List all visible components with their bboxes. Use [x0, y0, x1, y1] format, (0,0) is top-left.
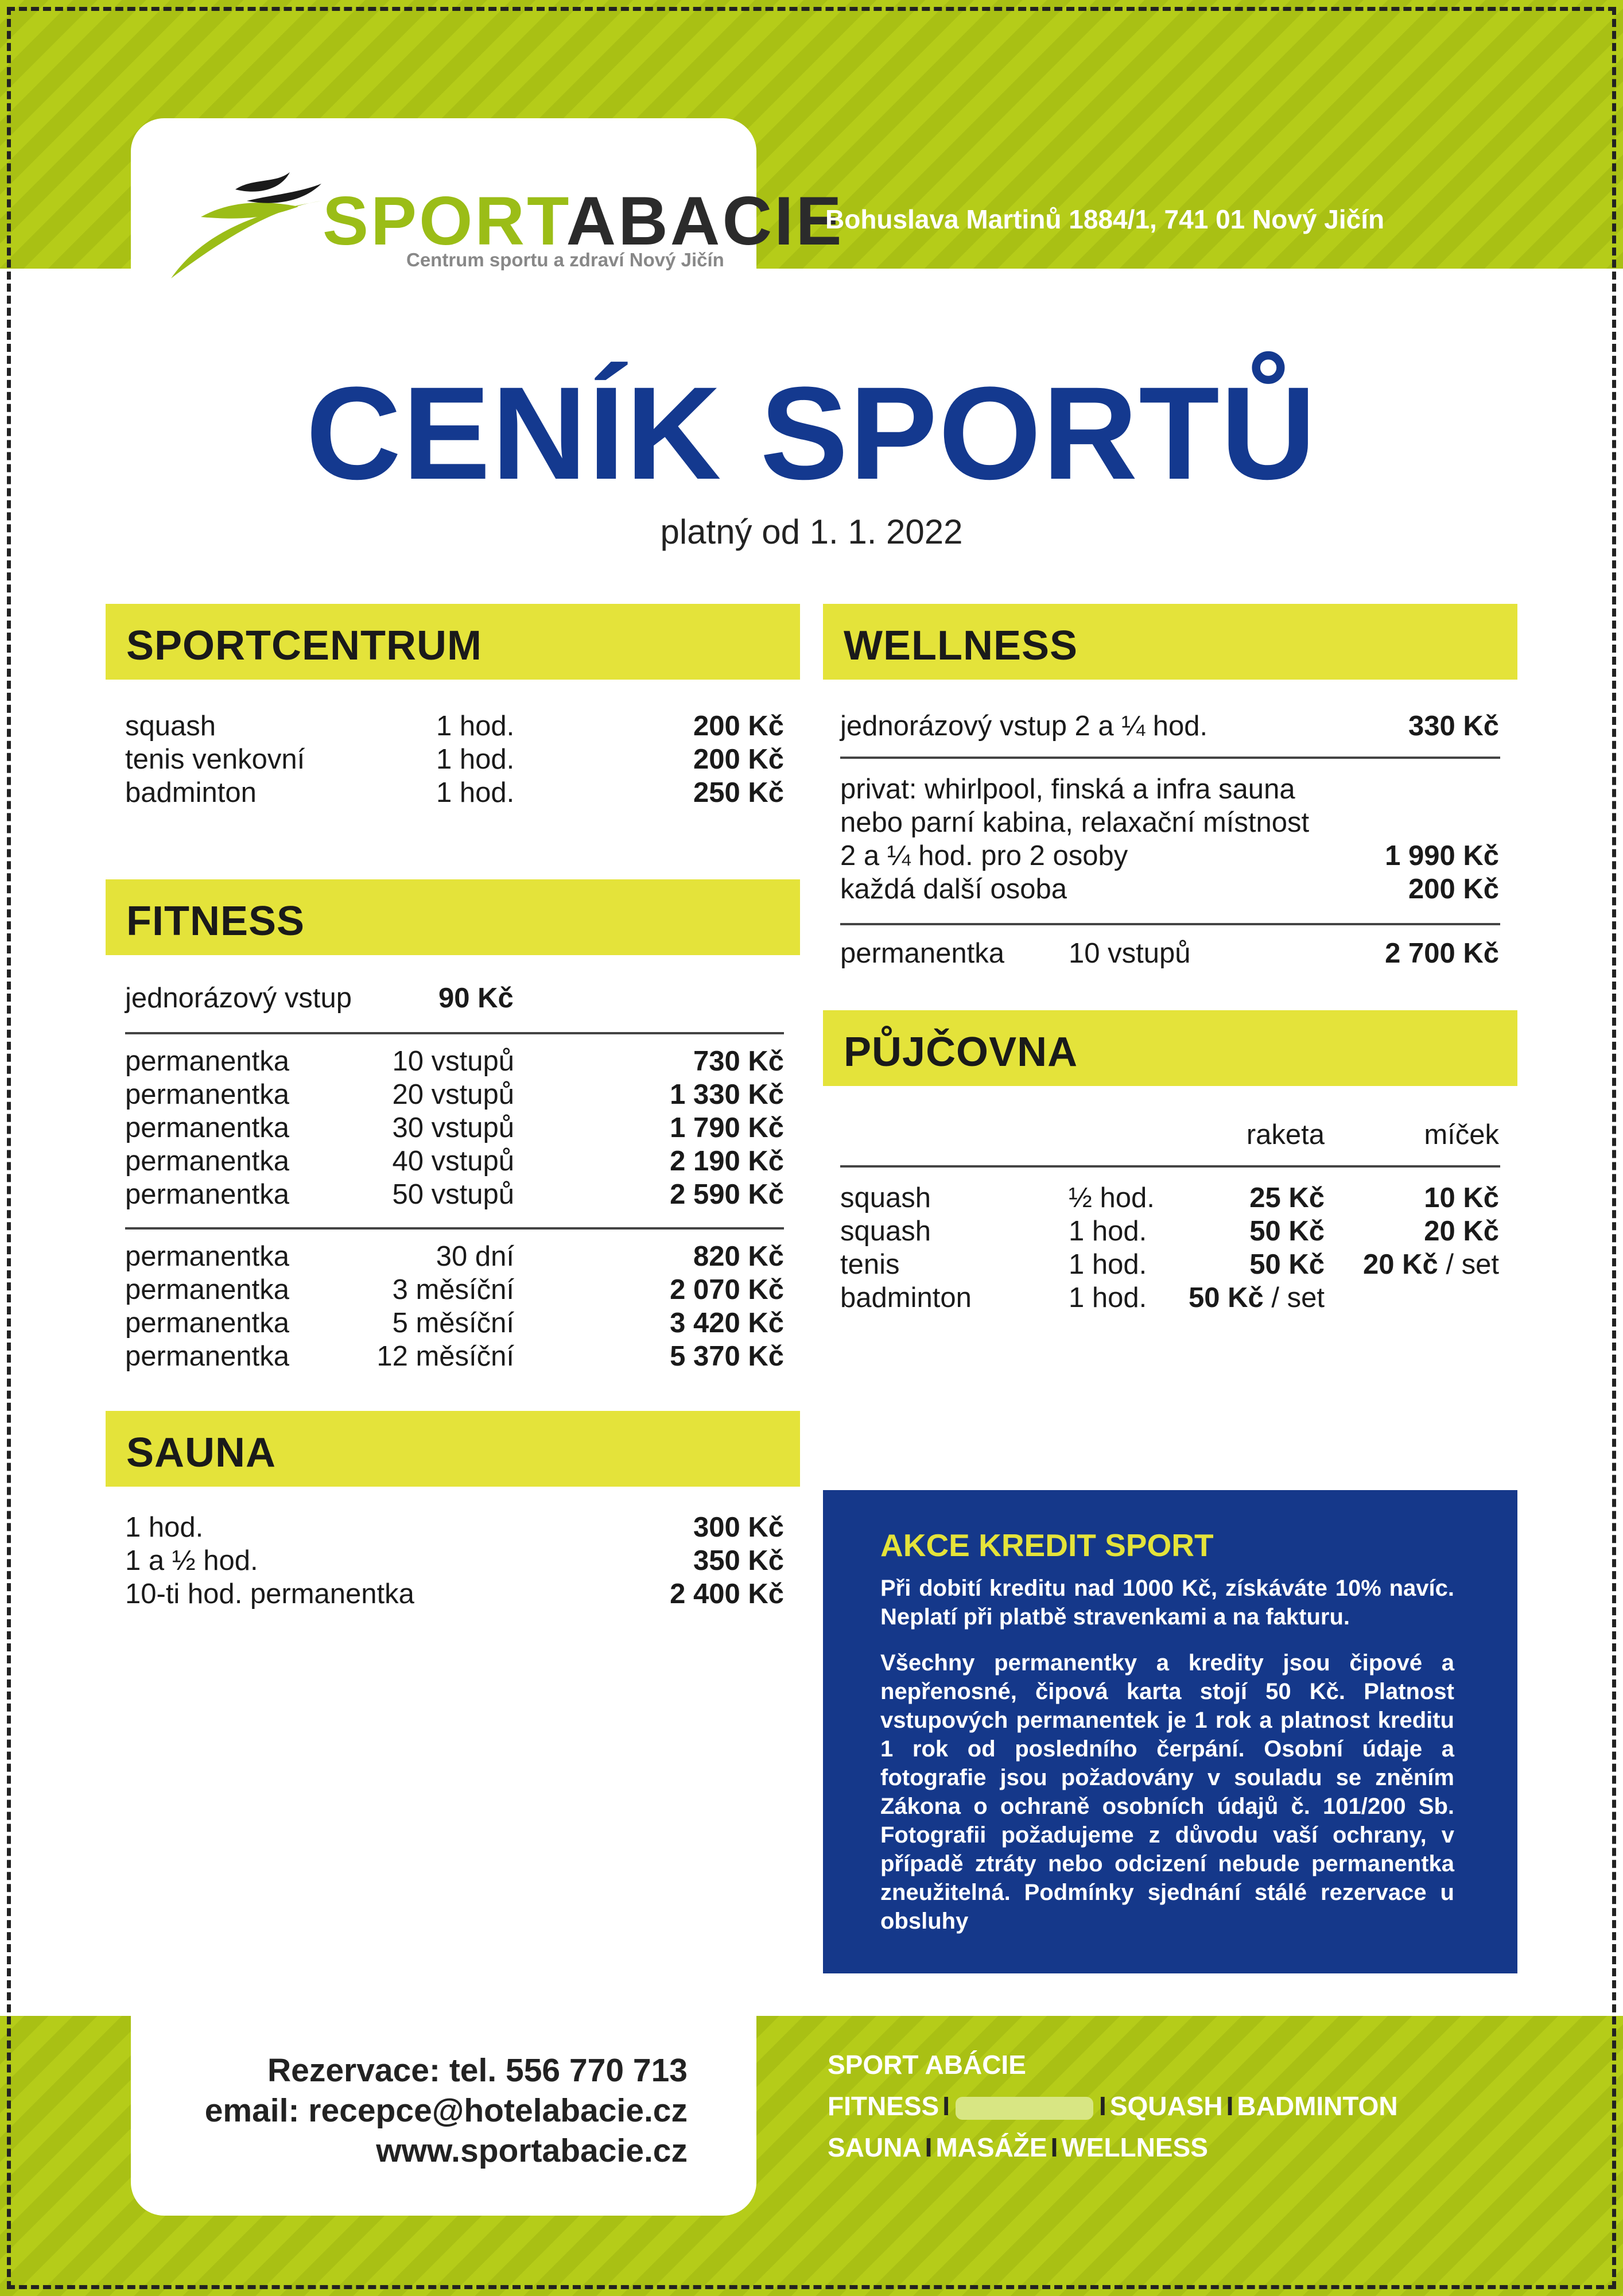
racket-price: 50 Kč [1249, 1216, 1325, 1247]
section-header-wellness [823, 604, 1517, 680]
price-row-price: 200 Kč [693, 744, 784, 775]
price-row-unit: 30 dní [436, 1241, 514, 1272]
footer-brand: SPORT ABÁCIE [828, 2050, 1026, 2080]
price-row-price: 200 Kč [693, 711, 784, 742]
service-masaze: MASÁŽE [935, 2132, 1047, 2162]
column-header-ball: míček [1424, 1119, 1499, 1150]
ball-price: 10 Kč [1424, 1182, 1499, 1213]
privat-description: privat: whirlpool, finská a infra sauna [840, 774, 1295, 805]
price-row-unit: 10 vstupů [1069, 938, 1191, 969]
price-row-name: permanentka [125, 1308, 290, 1339]
footer-services-line-2 [828, 2132, 1208, 2163]
price-row-unit: 30 vstupů [392, 1112, 514, 1143]
price-row-unit: 12 měsíční [376, 1341, 514, 1372]
website-link[interactable]: www.sportabacie.cz [376, 2132, 688, 2169]
rental-row-unit: 1 hod. [1069, 1282, 1147, 1313]
price-row-price: 820 Kč [693, 1241, 784, 1272]
ball-price: 20 Kč [1424, 1216, 1499, 1247]
price-row-price: 1 990 Kč [1385, 840, 1499, 871]
price-row-name: 10-ti hod. permanentka [125, 1578, 414, 1609]
logo-sport-text: SPORT [323, 183, 566, 259]
price-row-name: permanentka [125, 1046, 290, 1077]
section-title: PŮJČOVNA [844, 1029, 1078, 1075]
price-row-price: 2 700 Kč [1385, 938, 1499, 969]
promo-title: AKCE KREDIT SPORT [880, 1527, 1214, 1563]
price-row-price: 2 590 Kč [670, 1179, 784, 1210]
rental-row-name: badminton [840, 1282, 972, 1313]
section-header-pujcovna [823, 1010, 1517, 1086]
price-row-name: tenis venkovní [125, 744, 305, 775]
racket-price: 50 Kč [1189, 1282, 1264, 1313]
price-row-unit: 5 měsíční [392, 1308, 514, 1339]
divider [125, 1032, 784, 1034]
rental-row-name: tenis [840, 1249, 900, 1280]
privat-description: 2 a ¼ hod. pro 2 osoby [840, 840, 1128, 871]
rental-row-racket [1136, 1281, 1325, 1314]
price-row-unit: 20 vstupů [392, 1079, 514, 1110]
service-fitness: FITNESS [828, 2091, 939, 2121]
page-title: CENÍK SPORTŮ [306, 359, 1317, 507]
price-row-name: permanentka [125, 1274, 290, 1305]
section-header-sauna [106, 1411, 800, 1487]
section-title: SPORTCENTRUM [126, 623, 482, 669]
promo-paragraph-1: Při dobití kreditu nad 1000 Kč, získáváte 10% navíc. Neplatí při platbě stravenkami a na fakturu. [880, 1576, 1454, 1630]
price-row-name: permanentka [840, 938, 1005, 969]
racket-price: 50 Kč [1249, 1249, 1325, 1280]
rental-row-unit: 1 hod. [1069, 1216, 1147, 1247]
rental-row-ball [1331, 1248, 1499, 1281]
divider [840, 1165, 1500, 1168]
price-row-unit: 1 hod. [436, 777, 515, 808]
section-header-sportcentrum [106, 604, 800, 680]
service-wellness: WELLNESS [1061, 2132, 1208, 2162]
rental-row-name: squash [840, 1182, 931, 1213]
price-row-name: permanentka [125, 1241, 290, 1272]
service-sauna: SAUNA [828, 2132, 922, 2162]
price-row-price: 300 Kč [693, 1512, 784, 1543]
ball-suffix: / set [1438, 1249, 1499, 1280]
service-squash: SQUASH [1109, 2091, 1223, 2121]
price-row-price: 1 330 Kč [670, 1079, 784, 1110]
price-row-name: permanentka [125, 1112, 290, 1143]
column-header-racket: raketa [1246, 1119, 1325, 1150]
price-row-unit: 50 vstupů [392, 1179, 514, 1210]
price-row-name: permanentka [125, 1179, 290, 1210]
price-row-price: 350 Kč [693, 1545, 784, 1576]
obscured-text [956, 2097, 1093, 2120]
price-row-unit: 10 vstupů [392, 1046, 514, 1077]
separator: I [1050, 2132, 1058, 2162]
logo-subtitle: Centrum sportu a zdraví Nový Jičín [406, 249, 724, 270]
price-row-name: 1 a ½ hod. [125, 1545, 258, 1576]
racket-suffix: / set [1263, 1282, 1325, 1313]
credit-promo-box [823, 1490, 1517, 1973]
price-row-name: badminton [125, 777, 257, 808]
divider [840, 757, 1500, 759]
price-row-price: 200 Kč [1408, 874, 1499, 905]
rental-row-ball [1331, 1215, 1499, 1248]
page-subtitle: platný od 1. 1. 2022 [660, 513, 963, 551]
divider [125, 1227, 784, 1230]
rental-row-name: squash [840, 1216, 931, 1247]
privat-description: nebo parní kabina, relaxační místnost [840, 807, 1310, 838]
price-row-price: 1 790 Kč [670, 1112, 784, 1143]
price-row-name: 1 hod. [125, 1512, 204, 1543]
runner-logo-icon [166, 166, 333, 281]
price-row-name: permanentka [125, 1341, 290, 1372]
price-row-price: 90 Kč [438, 983, 514, 1014]
price-row-price: 2 190 Kč [670, 1146, 784, 1177]
rental-row-unit: 1 hod. [1069, 1249, 1147, 1280]
promo-paragraph-2: Všechny permanentky a kredity jsou čipové a nepřenosné, čipová karta stojí 50 Kč. Platnost vstupových permanentek je 1 rok a platnost kreditu 1 rok od posledního čerpání. Osobní údaje a fotografie jsou požadovány v souladu se zněním Zákona o ochraně osobních údajů č. 101/200 Sb. Fotografii požadujeme z důvodu vaší ochrany, v případě ztráty nebo odcizení nebude permanentka zneužitelná. Podmínky sjednání stálé rezervace u obsluhy [880, 1650, 1454, 1934]
rental-row-racket [1136, 1215, 1325, 1248]
price-row-name: permanentka [125, 1079, 290, 1110]
price-row-unit: 1 hod. [436, 744, 515, 775]
ball-price: 20 Kč [1363, 1249, 1438, 1280]
price-row-name: každá další osoba [840, 874, 1067, 905]
contact-email[interactable]: email: recepce@hotelabacie.cz [204, 2092, 688, 2129]
separator: I [942, 2091, 950, 2121]
racket-price: 25 Kč [1249, 1182, 1325, 1213]
price-row-price: 330 Kč [1408, 711, 1499, 742]
address: Bohuslava Martinů 1884/1, 741 01 Nový Jičín [825, 204, 1385, 234]
price-row-name: squash [125, 711, 216, 742]
price-row-price: 2 400 Kč [670, 1578, 784, 1609]
price-row-price: 5 370 Kč [670, 1341, 784, 1372]
section-title: FITNESS [126, 898, 305, 944]
rental-row-racket [1136, 1181, 1325, 1215]
price-row-price: 250 Kč [693, 777, 784, 808]
separator: I [925, 2132, 933, 2162]
separator: I [1226, 2091, 1234, 2121]
price-row-name: jednorázový vstup 2 a ¼ hod. [840, 711, 1208, 742]
reservation-phone: Rezervace: tel. 556 770 713 [267, 2052, 688, 2089]
divider [840, 923, 1500, 925]
section-title: SAUNA [126, 1430, 277, 1476]
price-row-unit: 1 hod. [436, 711, 515, 742]
price-row-price: 2 070 Kč [670, 1274, 784, 1305]
footer-services-line-1 [828, 2091, 1398, 2122]
price-row-price: 3 420 Kč [670, 1308, 784, 1339]
separator: I [1099, 2091, 1106, 2121]
rental-row-unit: ½ hod. [1069, 1182, 1155, 1213]
price-row-unit: 40 vstupů [392, 1146, 514, 1177]
price-row-price: 730 Kč [693, 1046, 784, 1077]
logo-abacie-text: ABACIE [566, 183, 844, 259]
section-header-fitness [106, 879, 800, 955]
rental-row-racket [1136, 1248, 1325, 1281]
price-row-name: permanentka [125, 1146, 290, 1177]
price-row-unit: 3 měsíční [392, 1274, 514, 1305]
rental-row-ball [1331, 1181, 1499, 1215]
section-title: WELLNESS [844, 623, 1078, 669]
service-badminton: BADMINTON [1237, 2091, 1398, 2121]
price-row-name: jednorázový vstup [125, 983, 352, 1014]
